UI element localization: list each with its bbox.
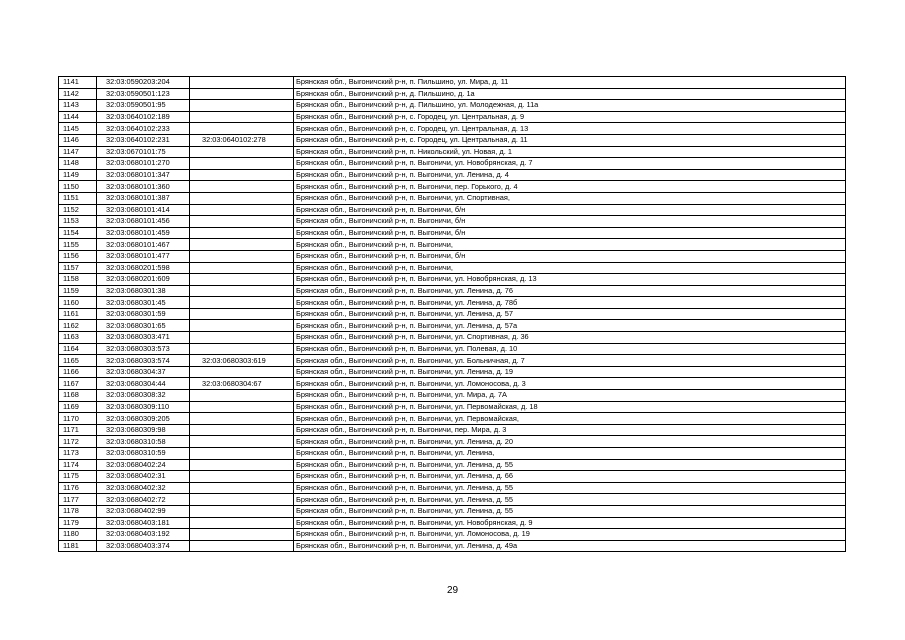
related-cadastral-number-cell [190, 505, 294, 517]
address-cell: Брянская обл., Выгоничский р-н, п. Выгоничи, ул. Новобрянская, д. 7 [294, 158, 846, 170]
related-cadastral-number-cell [190, 482, 294, 494]
address-cell: Брянская обл., Выгоничский р-н, п. Выгоничи, ул. Ленина, д. 57 [294, 308, 846, 320]
address-cell: Брянская обл., Выгоничский р-н, п. Выгоничи, ул. Полевая, д. 10 [294, 343, 846, 355]
address-cell: Брянская обл., Выгоничский р-н, с. Городец, ул. Центральная, д. 13 [294, 123, 846, 135]
table-row [59, 134, 846, 146]
table-row [59, 494, 846, 506]
cadastral-number-cell: 32:03:0640102:231 [97, 134, 190, 146]
table-row [59, 505, 846, 517]
table-row [59, 297, 846, 309]
address-cell: Брянская обл., Выгоничский р-н, д. Пильшино, ул. Молодежная, д. 11а [294, 100, 846, 112]
registry-body [59, 77, 846, 552]
table-row [59, 332, 846, 344]
table-row [59, 529, 846, 541]
cadastral-number-cell: 32:03:0680402:31 [97, 471, 190, 483]
related-cadastral-number-cell [190, 436, 294, 448]
address-cell: Брянская обл., Выгоничский р-н, п. Выгоничи, пер. Горького, д. 4 [294, 181, 846, 193]
address-cell: Брянская обл., Выгоничский р-н, с. Городец, ул. Центральная, д. 11 [294, 134, 846, 146]
cadastral-number-cell: 32:03:0680201:598 [97, 262, 190, 274]
cadastral-number-cell: 32:03:0680304:44 [97, 378, 190, 390]
table-row [59, 181, 846, 193]
related-cadastral-number-cell [190, 216, 294, 228]
table-row [59, 274, 846, 286]
address-cell: Брянская обл., Выгоничский р-н, п. Выгоничи, ул. Больничная, д. 7 [294, 355, 846, 367]
row-number-cell: 1165 [59, 355, 97, 367]
row-number-cell: 1143 [59, 100, 97, 112]
address-cell: Брянская обл., Выгоничский р-н, п. Выгоничи, ул. Ленина, д. 76 [294, 285, 846, 297]
row-number-cell: 1146 [59, 134, 97, 146]
table-row [59, 517, 846, 529]
address-cell: Брянская обл., Выгоничский р-н, п. Выгоничи, б/н [294, 227, 846, 239]
table-row [59, 250, 846, 262]
address-cell: Брянская обл., Выгоничский р-н, п. Никольский, ул. Новая, д. 1 [294, 146, 846, 158]
address-cell: Брянская обл., Выгоничский р-н, п. Выгоничи, ул. Ленина, д. 55 [294, 459, 846, 471]
table-row [59, 343, 846, 355]
table-row [59, 239, 846, 251]
cadastral-number-cell: 32:03:0680201:609 [97, 274, 190, 286]
table-row [59, 401, 846, 413]
row-number-cell: 1176 [59, 482, 97, 494]
related-cadastral-number-cell [190, 88, 294, 100]
table-row [59, 111, 846, 123]
related-cadastral-number-cell [190, 146, 294, 158]
row-number-cell: 1161 [59, 308, 97, 320]
row-number-cell: 1152 [59, 204, 97, 216]
row-number-cell: 1141 [59, 77, 97, 89]
cadastral-number-cell: 32:03:0590203:204 [97, 77, 190, 89]
address-cell: Брянская обл., Выгоничский р-н, п. Выгоничи, б/н [294, 204, 846, 216]
address-cell: Брянская обл., Выгоничский р-н, п. Выгоничи, ул. Новобрянская, д. 9 [294, 517, 846, 529]
row-number-cell: 1142 [59, 88, 97, 100]
related-cadastral-number-cell: 32:03:0680303:619 [190, 355, 294, 367]
related-cadastral-number-cell [190, 181, 294, 193]
cadastral-number-cell: 32:03:0680403:192 [97, 529, 190, 541]
table-row [59, 366, 846, 378]
address-cell: Брянская обл., Выгоничский р-н, п. Выгоничи, ул. Ломоносова, д. 19 [294, 529, 846, 541]
cadastral-number-cell: 32:03:0590501:95 [97, 100, 190, 112]
table-row [59, 308, 846, 320]
row-number-cell: 1150 [59, 181, 97, 193]
cadastral-number-cell: 32:03:0680310:58 [97, 436, 190, 448]
address-cell: Брянская обл., Выгоничский р-н, п. Выгоничи, б/н [294, 216, 846, 228]
table-row [59, 355, 846, 367]
table-row [59, 459, 846, 471]
related-cadastral-number-cell [190, 192, 294, 204]
row-number-cell: 1153 [59, 216, 97, 228]
related-cadastral-number-cell [190, 494, 294, 506]
table-row [59, 100, 846, 112]
related-cadastral-number-cell [190, 529, 294, 541]
row-number-cell: 1144 [59, 111, 97, 123]
related-cadastral-number-cell [190, 123, 294, 135]
cadastral-number-cell: 32:03:0670101:75 [97, 146, 190, 158]
related-cadastral-number-cell [190, 169, 294, 181]
related-cadastral-number-cell [190, 343, 294, 355]
related-cadastral-number-cell [190, 320, 294, 332]
table-row [59, 146, 846, 158]
row-number-cell: 1175 [59, 471, 97, 483]
cadastral-number-cell: 32:03:0680310:59 [97, 448, 190, 460]
row-number-cell: 1177 [59, 494, 97, 506]
table-row [59, 192, 846, 204]
related-cadastral-number-cell [190, 227, 294, 239]
related-cadastral-number-cell [190, 308, 294, 320]
address-cell: Брянская обл., Выгоничский р-н, п. Выгоничи, [294, 239, 846, 251]
row-number-cell: 1157 [59, 262, 97, 274]
cadastral-number-cell: 32:03:0680101:414 [97, 204, 190, 216]
address-cell: Брянская обл., Выгоничский р-н, п. Выгоничи, ул. Ленина, д. 20 [294, 436, 846, 448]
cadastral-number-cell: 32:03:0680403:374 [97, 540, 190, 552]
row-number-cell: 1180 [59, 529, 97, 541]
address-cell: Брянская обл., Выгоничский р-н, п. Выгоничи, ул. Ленина, [294, 448, 846, 460]
address-cell: Брянская обл., Выгоничский р-н, п. Выгоничи, ул. Ленина, д. 55 [294, 494, 846, 506]
page-number: 29 [446, 585, 459, 596]
table-row [59, 424, 846, 436]
table-row [59, 227, 846, 239]
cadastral-number-cell: 32:03:0680303:471 [97, 332, 190, 344]
related-cadastral-number-cell [190, 274, 294, 286]
related-cadastral-number-cell [190, 390, 294, 402]
row-number-cell: 1148 [59, 158, 97, 170]
related-cadastral-number-cell [190, 297, 294, 309]
cadastral-number-cell: 32:03:0680303:573 [97, 343, 190, 355]
cadastral-number-cell: 32:03:0680101:456 [97, 216, 190, 228]
address-cell: Брянская обл., Выгоничский р-н, д. Пильшино, д. 1а [294, 88, 846, 100]
cadastral-number-cell: 32:03:0680101:467 [97, 239, 190, 251]
cadastral-number-cell: 32:03:0680304:37 [97, 366, 190, 378]
related-cadastral-number-cell [190, 448, 294, 460]
row-number-cell: 1169 [59, 401, 97, 413]
row-number-cell: 1181 [59, 540, 97, 552]
table-row [59, 471, 846, 483]
address-cell: Брянская обл., Выгоничский р-н, п. Выгоничи, ул. Спортивная, [294, 192, 846, 204]
cadastral-number-cell: 32:03:0680101:459 [97, 227, 190, 239]
cadastral-number-cell: 32:03:0680402:24 [97, 459, 190, 471]
cadastral-number-cell: 32:03:0680303:574 [97, 355, 190, 367]
row-number-cell: 1174 [59, 459, 97, 471]
row-number-cell: 1167 [59, 378, 97, 390]
related-cadastral-number-cell [190, 401, 294, 413]
row-number-cell: 1162 [59, 320, 97, 332]
address-cell: Брянская обл., Выгоничский р-н, п. Выгоничи, ул. Мира, д. 7А [294, 390, 846, 402]
table-row [59, 204, 846, 216]
address-cell: Брянская обл., Выгоничский р-н, п. Выгоничи, ул. Новобрянская, д. 13 [294, 274, 846, 286]
cadastral-number-cell: 32:03:0680301:45 [97, 297, 190, 309]
related-cadastral-number-cell [190, 285, 294, 297]
related-cadastral-number-cell [190, 111, 294, 123]
row-number-cell: 1147 [59, 146, 97, 158]
cadastral-number-cell: 32:03:0640102:189 [97, 111, 190, 123]
cadastral-number-cell: 32:03:0680308:32 [97, 390, 190, 402]
table-row [59, 482, 846, 494]
address-cell: Брянская обл., Выгоничский р-н, п. Выгоничи, ул. Ленина, д. 57а [294, 320, 846, 332]
row-number-cell: 1179 [59, 517, 97, 529]
cadastral-number-cell: 32:03:0680101:477 [97, 250, 190, 262]
table-row [59, 169, 846, 181]
cadastral-number-cell: 32:03:0680301:38 [97, 285, 190, 297]
cadastral-number-cell: 32:03:0680402:32 [97, 482, 190, 494]
cadastral-number-cell: 32:03:0680101:387 [97, 192, 190, 204]
table-row [59, 436, 846, 448]
address-cell: Брянская обл., Выгоничский р-н, п. Выгоничи, ул. Ленина, д. 55 [294, 505, 846, 517]
row-number-cell: 1178 [59, 505, 97, 517]
table-row [59, 123, 846, 135]
address-cell: Брянская обл., Выгоничский р-н, п. Выгоничи, ул. Ленина, д. 78б [294, 297, 846, 309]
address-cell: Брянская обл., Выгоничский р-н, п. Выгоничи, ул. Ленина, д. 66 [294, 471, 846, 483]
related-cadastral-number-cell [190, 332, 294, 344]
cadastral-number-cell: 32:03:0680301:65 [97, 320, 190, 332]
row-number-cell: 1173 [59, 448, 97, 460]
row-number-cell: 1172 [59, 436, 97, 448]
address-cell: Брянская обл., Выгоничский р-н, п. Выгоничи, ул. Первомайская, [294, 413, 846, 425]
row-number-cell: 1159 [59, 285, 97, 297]
cadastral-number-cell: 32:03:0680403:181 [97, 517, 190, 529]
row-number-cell: 1155 [59, 239, 97, 251]
cadastral-number-cell: 32:03:0680309:98 [97, 424, 190, 436]
related-cadastral-number-cell [190, 517, 294, 529]
related-cadastral-number-cell [190, 413, 294, 425]
address-cell: Брянская обл., Выгоничский р-н, п. Выгоничи, ул. Ленина, д. 55 [294, 482, 846, 494]
row-number-cell: 1160 [59, 297, 97, 309]
table-row [59, 540, 846, 552]
row-number-cell: 1164 [59, 343, 97, 355]
address-cell: Брянская обл., Выгоничский р-н, п. Пильшино, ул. Мира, д. 11 [294, 77, 846, 89]
row-number-cell: 1170 [59, 413, 97, 425]
cadastral-number-cell: 32:03:0680402:72 [97, 494, 190, 506]
table-row [59, 320, 846, 332]
row-number-cell: 1171 [59, 424, 97, 436]
related-cadastral-number-cell [190, 424, 294, 436]
cadastral-number-cell: 32:03:0680101:347 [97, 169, 190, 181]
address-cell: Брянская обл., Выгоничский р-н, п. Выгоничи, пер. Мира, д. 3 [294, 424, 846, 436]
row-number-cell: 1158 [59, 274, 97, 286]
table-row [59, 262, 846, 274]
table-row [59, 158, 846, 170]
address-cell: Брянская обл., Выгоничский р-н, п. Выгоничи, ул. Спортивная, д. 36 [294, 332, 846, 344]
related-cadastral-number-cell [190, 77, 294, 89]
table-row [59, 285, 846, 297]
table-row [59, 390, 846, 402]
address-cell: Брянская обл., Выгоничский р-н, п. Выгоничи, ул. Первомайская, д. 18 [294, 401, 846, 413]
cadastral-number-cell: 32:03:0680309:205 [97, 413, 190, 425]
related-cadastral-number-cell [190, 100, 294, 112]
related-cadastral-number-cell [190, 366, 294, 378]
address-cell: Брянская обл., Выгоничский р-н, п. Выгоничи, ул. Ломоносова, д. 3 [294, 378, 846, 390]
row-number-cell: 1145 [59, 123, 97, 135]
related-cadastral-number-cell [190, 459, 294, 471]
related-cadastral-number-cell [190, 471, 294, 483]
related-cadastral-number-cell [190, 158, 294, 170]
table-row [59, 378, 846, 390]
related-cadastral-number-cell: 32:03:0640102:278 [190, 134, 294, 146]
cadastral-number-cell: 32:03:0590501:123 [97, 88, 190, 100]
related-cadastral-number-cell: 32:03:0680304:67 [190, 378, 294, 390]
cadastral-number-cell: 32:03:0680101:270 [97, 158, 190, 170]
address-cell: Брянская обл., Выгоничский р-н, п. Выгоничи, ул. Ленина, д. 49а [294, 540, 846, 552]
row-number-cell: 1149 [59, 169, 97, 181]
address-cell: Брянская обл., Выгоничский р-н, п. Выгоничи, ул. Ленина, д. 19 [294, 366, 846, 378]
related-cadastral-number-cell [190, 540, 294, 552]
related-cadastral-number-cell [190, 250, 294, 262]
cadastral-number-cell: 32:03:0680301:59 [97, 308, 190, 320]
table-row [59, 448, 846, 460]
related-cadastral-number-cell [190, 262, 294, 274]
related-cadastral-number-cell [190, 239, 294, 251]
cadastral-number-cell: 32:03:0680101:360 [97, 181, 190, 193]
cadastral-number-cell: 32:03:0640102:233 [97, 123, 190, 135]
property-registry-table [58, 76, 846, 552]
related-cadastral-number-cell [190, 204, 294, 216]
address-cell: Брянская обл., Выгоничский р-н, п. Выгоничи, [294, 262, 846, 274]
table-row [59, 88, 846, 100]
row-number-cell: 1154 [59, 227, 97, 239]
table-row [59, 216, 846, 228]
table-row [59, 413, 846, 425]
cadastral-number-cell: 32:03:0680402:99 [97, 505, 190, 517]
row-number-cell: 1156 [59, 250, 97, 262]
address-cell: Брянская обл., Выгоничский р-н, с. Городец, ул. Центральная, д. 9 [294, 111, 846, 123]
table-row [59, 77, 846, 89]
row-number-cell: 1166 [59, 366, 97, 378]
row-number-cell: 1168 [59, 390, 97, 402]
address-cell: Брянская обл., Выгоничский р-н, п. Выгоничи, ул. Ленина, д. 4 [294, 169, 846, 181]
cadastral-number-cell: 32:03:0680309:110 [97, 401, 190, 413]
address-cell: Брянская обл., Выгоничский р-н, п. Выгоничи, б/н [294, 250, 846, 262]
row-number-cell: 1163 [59, 332, 97, 344]
row-number-cell: 1151 [59, 192, 97, 204]
